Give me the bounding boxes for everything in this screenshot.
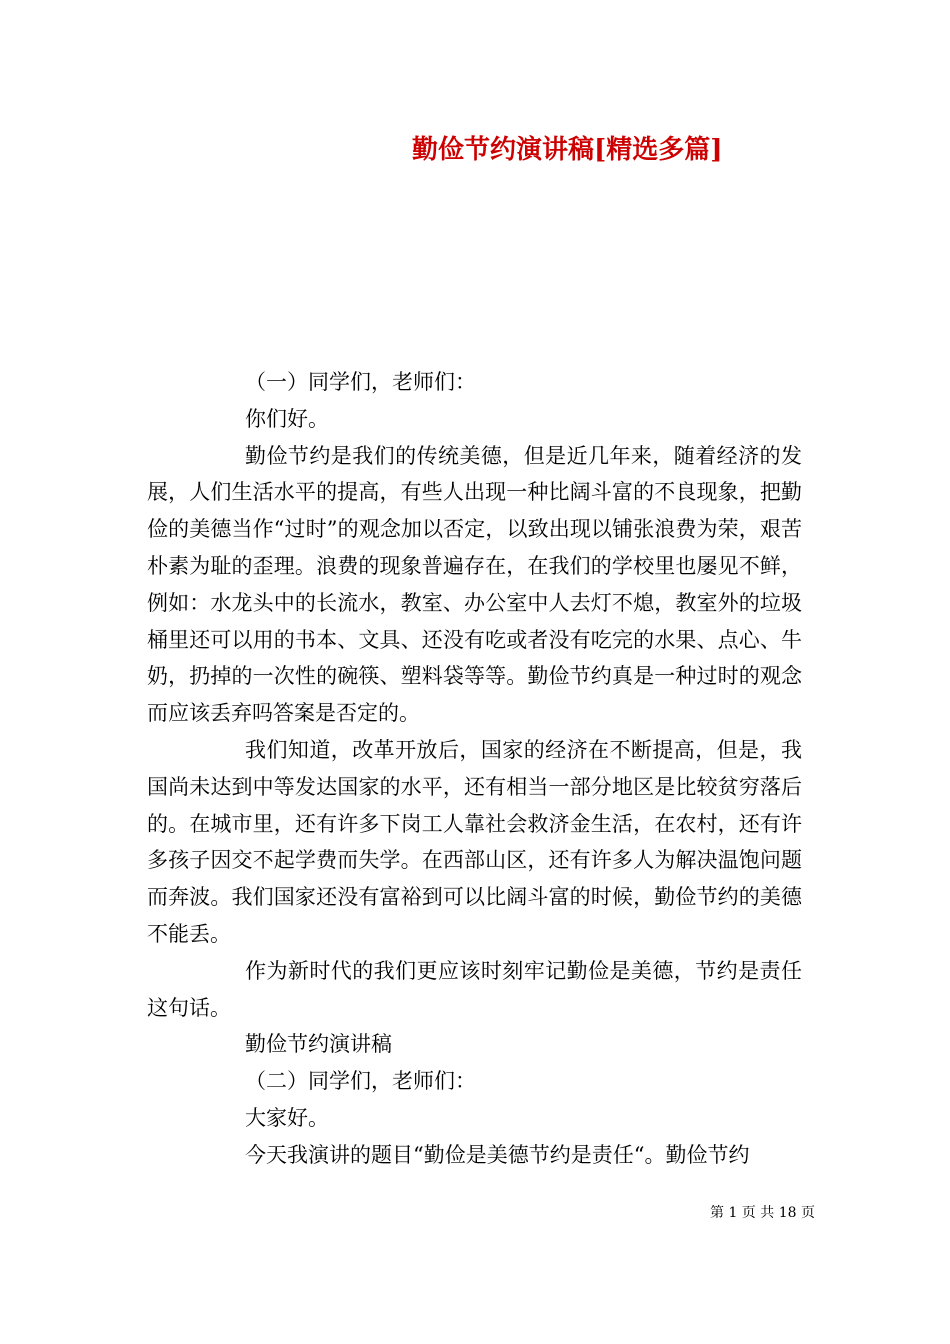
body-paragraph: 我们知道，改革开放后，国家的经济在不断提高，但是，我国尚未达到中等发达国家的水平，还有相当一部分地区是比较贫穷落后的。在城市里，还有许多下岗工人靠社会救济金生活，在农村，还有许多孩子因交不起学费而失学。在西部山区，还有许多人为解决温饱问题而奔波。我们国家还没有富裕到可以比阔斗富的时候，勤俭节约的美德不能丢。: [147, 737, 802, 946]
section-heading: 勤俭节约演讲稿: [245, 1032, 392, 1057]
document-title: 勤俭节约演讲稿[精选多篇]: [412, 135, 723, 165]
greeting-one: 你们好。: [245, 406, 329, 431]
body-paragraph: 勤俭节约是我们的传统美德，但是近几年来，随着经济的发展，人们生活水平的提高，有些人出现一种比阔斗富的不良现象，把勤俭的美德当作“过时”的观念加以否定，以致出现以铺张浪费为荣，艰苦朴素为耻的歪理。浪费的现象普遍存在，在我们的学校里也屡见不鲜，例如：水龙头中的长流水，教室、办公室中人去灯不熄，教室外的垃圾桶里还可以用的书本、文具、还没有吃或者没有吃完的水果、点心、牛奶，扔掉的一次性的碗筷、塑料袋等等。勤俭节约真是一种过时的观念而应该丢弃吗答案是否定的。: [147, 443, 802, 726]
greeting-two: 大家好。: [245, 1105, 329, 1130]
salutation-two: （二）同学们，老师们：: [245, 1069, 476, 1094]
salutation-one: （一）同学们，老师们：: [245, 370, 476, 394]
page-number-footer: 第 1 页 共 18 页: [710, 1205, 815, 1221]
document-body: [147, 364, 802, 1174]
body-paragraph: 今天我演讲的题目“勤俭是美德节约是责任“。勤俭节约: [245, 1142, 750, 1167]
body-paragraph: 作为新时代的我们更应该时刻牢记勤俭是美德，节约是责任这句话。: [147, 958, 802, 1020]
